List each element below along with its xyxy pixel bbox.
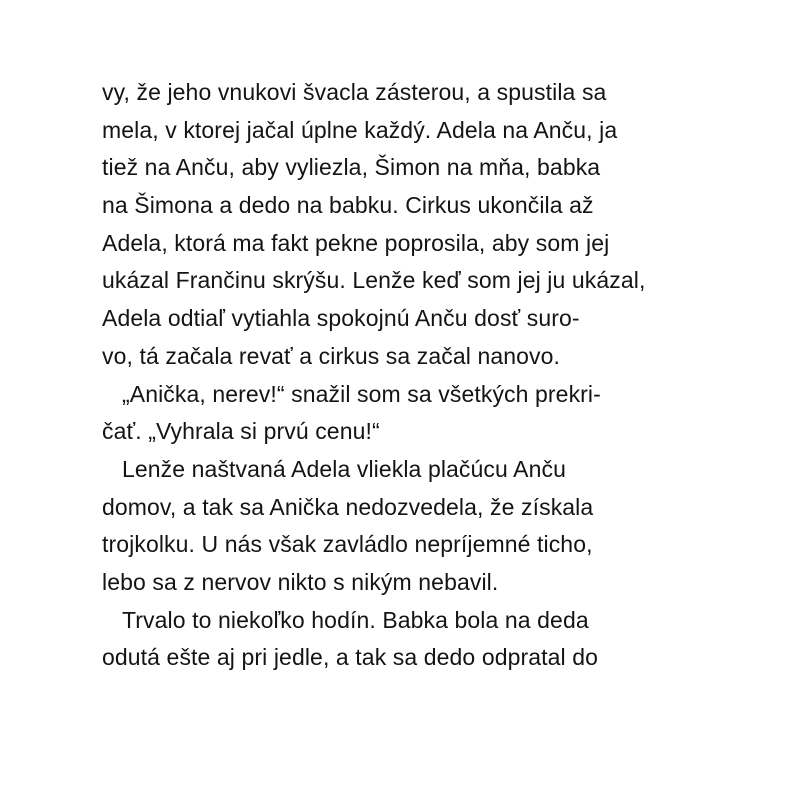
- text-line: Adela, ktorá ma fakt pekne poprosila, aby som jej: [102, 229, 610, 256]
- text-line: ukázal Frančinu skrýšu. Lenže keď som jej ju ukázal,: [102, 267, 646, 294]
- text-line: domov, a tak sa Anička nedozvedela, že získala: [102, 493, 594, 520]
- text-line: vo, tá začala revať a cirkus sa začal nanovo.: [102, 342, 561, 369]
- text-line: na Šimona a dedo na babku. Cirkus ukončila až: [102, 192, 594, 219]
- text-line: odutá ešte aj pri jedle, a tak sa dedo odpratal do: [102, 644, 599, 671]
- text-line: Lenže naštvaná Adela vliekla plačúcu Anču: [122, 455, 566, 482]
- text-line: „Anička, nerev!“ snažil som sa všetkých prekri-: [122, 380, 601, 407]
- body-text: [102, 74, 722, 677]
- text-line: čať. „Vyhrala si prvú cenu!“: [102, 418, 380, 445]
- text-line: Adela odtiaľ vytiahla spokojnú Anču dosť suro-: [102, 305, 580, 332]
- text-line: Trvalo to niekoľko hodín. Babka bola na deda: [122, 606, 589, 633]
- text-line: vy, že jeho vnukovi švacla zásterou, a spustila sa: [102, 79, 607, 105]
- text-line: lebo sa z nervov nikto s nikým nebavil.: [102, 568, 499, 595]
- text-line: trojkolku. U nás však zavládlo nepríjemné ticho,: [102, 531, 593, 558]
- text-line: tiež na Anču, aby vyliezla, Šimon na mňa, babka: [102, 154, 601, 181]
- text-line: mela, v ktorej jačal úplne každý. Adela na Anču, ja: [102, 116, 618, 143]
